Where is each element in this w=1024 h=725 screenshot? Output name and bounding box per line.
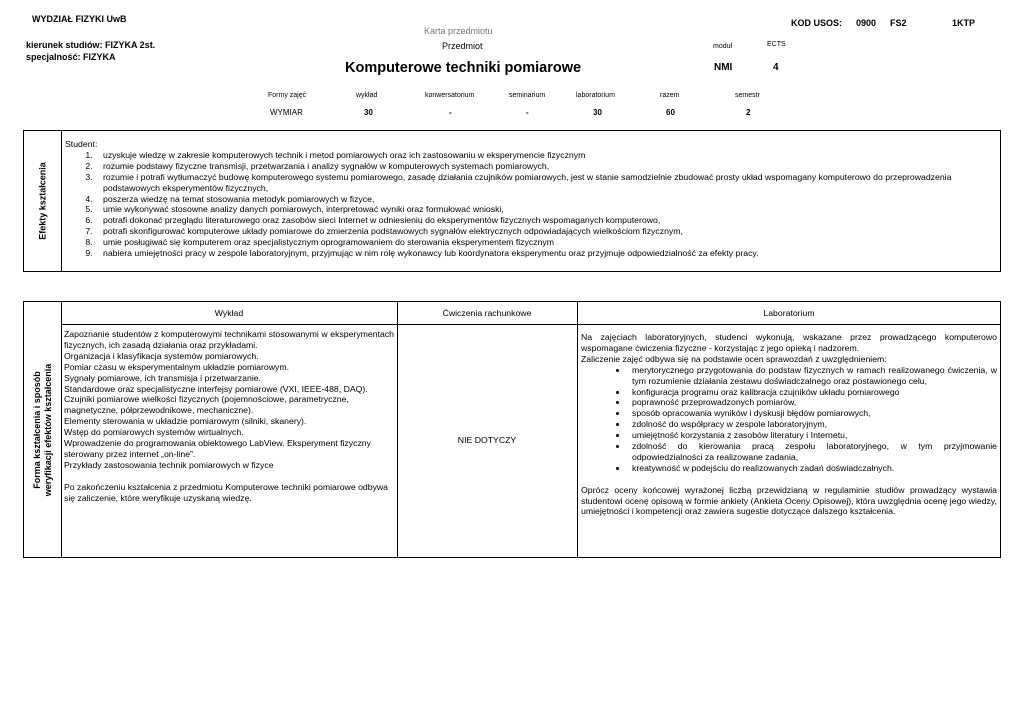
- forms-header-semester: semestr: [735, 92, 760, 99]
- lecture-final: Po zakończeniu kształcenia z przedmiotu Komputerowe techniki pomiarowe odbywa się zaliczenie, które weryfikuje uzyskaną wiedzę.: [64, 481, 389, 503]
- lab-final: Oprócz oceny końcowej wyrażonej liczbą przewidzianą w regulaminie studiów prowadzący wystawia studentowi ocenę opisową w formie ankiety (Ankieta Oceny Opisowej), która uwzględnia ocenę jego wiedzy, umiejętności i kompetencji oraz zawiera sugestie dotyczące dalszego kształcenia.: [581, 484, 997, 517]
- outcome-item: 2. rozumie podstawy fizyczne transmisji, przetwarzania i analizy sygnałów w komputerowych systemach pomiarowych,: [95, 161, 994, 172]
- forms-header-lecture: wykład: [356, 92, 378, 99]
- lab-criterion: • konfiguracja programu oraz kalibracja czujników układu pomiarowego: [628, 387, 997, 398]
- forms-row-label: WYMIAR: [270, 108, 303, 117]
- field-of-study: kierunek studiów: FIZYKA 2st.: [26, 40, 156, 50]
- code-label: KOD USOS:: [791, 18, 843, 28]
- outcomes-intro: Student:: [65, 139, 98, 149]
- forms-value-laboratory: 30: [593, 108, 602, 117]
- lab-criterion: • merytorycznego przygotowania do podstaw fizycznych w ramach realizowanego ćwiczenia, w tym rozumienie działania zestawu doświadczalnego oraz postawionego celu,: [628, 365, 997, 387]
- lecture-line: Pomiar czasu w eksperymentalnym układzie pomiarowym.: [64, 361, 289, 372]
- forms-value-seminar: -: [526, 108, 529, 117]
- forms-value-conversatory: -: [449, 108, 452, 117]
- lab-content: [581, 332, 997, 517]
- lecture-line: Czujniki pomiarowe wielkości fizycznych (pojemnościowe, parametryczne, magnetyczne, półprzewodnikowe, mechaniczne).: [64, 394, 349, 416]
- forms-section-box: [23, 301, 1001, 558]
- outcome-item: 1. uzyskuje wiedzę w zakresie komputerowych technik i metod pomiarowych oraz ich zastosowaniu w eksperymencie fizycznym: [95, 150, 994, 161]
- lecture-line: Wstęp do pomiarowych systemów wirtualnych.: [64, 427, 244, 438]
- module-label: moduł: [713, 43, 733, 50]
- lecture-line: Wprowadzenie do programowania obiektowego LabView. Eksperyment fizyczny sterowany przez internet „on-line”.: [64, 438, 371, 459]
- forms-section-side-label: Forma kształcenia i sposób weryfikacji efektów kształcenia: [31, 363, 53, 496]
- column-header-laboratory: Laboratorium: [763, 308, 815, 318]
- card-title: Karta przedmiotu: [424, 26, 493, 36]
- lecture-line: Organizacja i klasyfikacja systemów pomiarowych.: [64, 350, 259, 361]
- lab-criterion: • zdolność do współpracy w zespole laboratoryjnym,: [628, 419, 997, 430]
- module-value: NMI: [714, 62, 733, 73]
- lecture-content: [64, 329, 394, 503]
- outcome-item: 7. potrafi skonfigurować komputerowe układy pomiarowe do zmierzenia podstawowych sygnałów elektrycznych odpowiadających wielkościom fizycznym,: [95, 226, 994, 237]
- column-header-lecture: Wykład: [214, 308, 244, 318]
- code-number: 0900: [856, 18, 877, 28]
- outcome-item: 3. rozumie i potrafi wytłumaczyć budowę komputerowego systemu pomiarowego, zasadę działania czujników pomiarowych, jest w stanie samodzielnie zbudować prosty układ wspomagany komputerowo do przeprowadzenia podstawowych eksperymentów fizycznych,: [95, 172, 994, 194]
- lab-criterion: • umiejętność korzystania z zasobów literatury i Internetu,: [628, 430, 997, 441]
- lab-criterion: • poprawność przeprowadzonych pomiarów,: [628, 397, 997, 408]
- forms-header-type: Formy zajęć: [268, 92, 307, 99]
- forms-header-total: razem: [660, 92, 680, 99]
- subject-label: Przedmiot: [442, 41, 483, 51]
- lab-criterion: • kreatywność w podejściu do realizowanych zadań doświadczalnych.: [628, 463, 997, 474]
- lab-criteria-intro: Zaliczenie zajęć odbywa się na podstawie ocen sprawozdań z uwzględnieniem:: [581, 353, 887, 364]
- lab-criterion: • zdolność do kierowania pracą zespołu laboratoryjnego, w tym przyjmowanie odpowiedzialności za realizowane zadania,: [628, 441, 997, 463]
- ects-value: 4: [773, 62, 779, 73]
- subject-name: Komputerowe techniki pomiarowe: [345, 60, 582, 76]
- column-header-exercises: Ćwiczenia rachunkowe: [442, 308, 532, 318]
- outcome-item: 8. umie posługiwać się komputerem oraz specjalistycznym oprogramowaniem do sterowania eksperymentem fizycznym: [95, 237, 994, 248]
- institution-name: WYDZIAŁ FIZYKI UwB: [32, 14, 127, 24]
- exercises-content: NIE DOTYCZY: [457, 435, 517, 445]
- ects-label: ECTS: [767, 41, 786, 48]
- lecture-line: Zapoznanie studentów z komputerowymi technikami stosowanymi w eksperymentach fizycznych, ich zasadą działania oraz przykładami.: [64, 329, 394, 350]
- outcomes-list: [65, 150, 994, 259]
- outcomes-side-label: Efekty kształcenia: [37, 162, 47, 240]
- lab-criterion: • sposób opracowania wyników i dyskusji błędów pomiarowych,: [628, 408, 997, 419]
- code-suffix: FS2: [890, 18, 907, 28]
- lab-intro: Na zajęciach laboratoryjnych, studenci wykonują, wskazane przez prowadzącego komputerowo wspomagane ćwiczenia fizyczne - korzystając z jego opieką i nadzorem.: [581, 332, 997, 353]
- outcome-item: 9. nabiera umiejętności pracy w zespole laboratoryjnym, przyjmując w nim rolę wykonawcy lub koordynatora eksperymentu oraz przyjmuje odpowiedzialność za efekty pracy.: [95, 248, 994, 259]
- forms-value-total: 60: [666, 108, 675, 117]
- outcome-item: 6. potrafi dokonać przeglądu literaturowego oraz zasobów sieci Internet w odniesieniu do eksperymentów fizycznych wspomaganych komputerowo,: [95, 215, 994, 226]
- forms-header-seminar: seminarium: [509, 92, 546, 99]
- lecture-line: Przykłady zastosowania technik pomiarowych w fizyce: [64, 459, 274, 470]
- forms-value-semester: 2: [746, 108, 751, 117]
- lab-criteria-list: [581, 365, 997, 474]
- forms-header-laboratory: laboratorium: [576, 92, 615, 99]
- outcome-item: 5. umie wykonywać stosowne analizy danych pomiarowych, interpretować wyniki oraz formułować wnioski,: [95, 204, 994, 215]
- code-ktp: 1KTP: [952, 18, 976, 28]
- lecture-line: Elementy sterowania w układzie pomiarowym (silniki, skanery).: [64, 416, 307, 427]
- outcome-item: 4. poszerza wiedzę na temat stosowania metodyk pomiarowych w fizyce,: [95, 194, 994, 205]
- lecture-line: Standardowe oraz specjalistyczne interfejsy pomiarowe (VXI, IEEE-488, DAQ).: [64, 383, 368, 394]
- forms-header-conversatory: konwersatorium: [425, 92, 475, 99]
- forms-value-lecture: 30: [364, 108, 373, 117]
- specialization: specjalność: FIZYKA: [26, 52, 116, 62]
- outcomes-box: [23, 130, 1001, 272]
- lecture-line: Sygnały pomiarowe, ich transmisja i przetwarzanie.: [64, 372, 261, 383]
